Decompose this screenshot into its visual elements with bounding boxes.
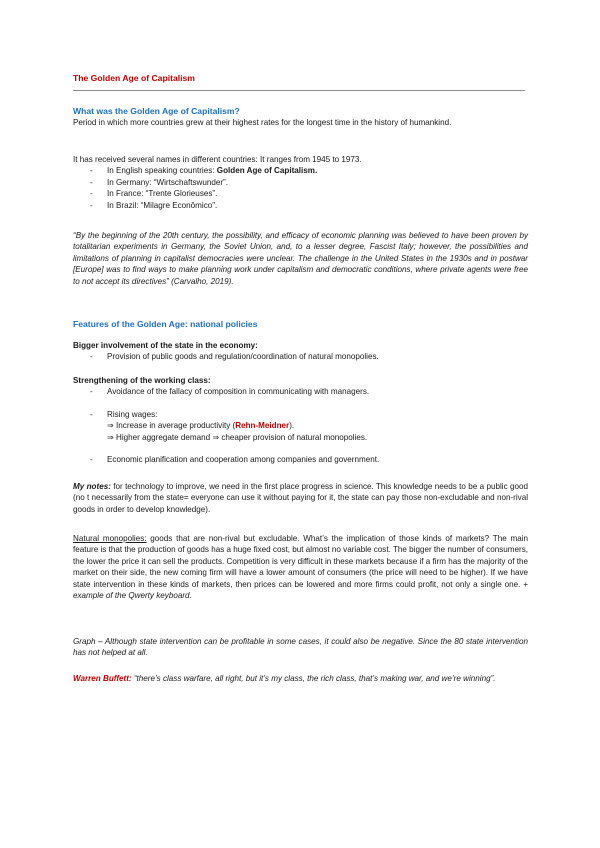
working-heading: Strengthening of the working class: [73, 376, 211, 385]
state-block [73, 340, 528, 363]
list-item [73, 165, 528, 176]
section-heading-features: Features of the Golden Age: national policies [73, 319, 258, 329]
arrow-text: ). [289, 421, 295, 431]
state-list [73, 351, 528, 362]
notes-label: My notes: [73, 482, 111, 491]
list-item: - Avoidance of the fallacy of composition in communicating with managers. [73, 386, 528, 397]
section-golden-age [73, 106, 528, 129]
names-intro: It has received several names in different countries: It ranges from 1945 to 1973. [73, 155, 362, 164]
working-class-block [73, 375, 528, 465]
rehn-meidner-label: Rehn-Meidner [235, 421, 290, 431]
section-features [73, 319, 528, 330]
title-divider [73, 90, 525, 91]
buffett-text: “there’s class warfare, all right, but it’s my class, the rich class, that’s making war, and we’re winning”. [131, 674, 496, 683]
natural-monopolies [73, 533, 528, 601]
names-block [73, 154, 528, 211]
monopolies-text: goods that are non-rival but excludable. What’s the implication of those kinds of markets? The main feature is that the production of goods has a huge fixed cost, but almost no variable cost. The bigger the number of consumers, the lower the price it can sell the products. Competition is very difficult in these markets because if a firm has the majority of the market on their side, the new coming firm will have a lower amount of consumers (the price will need to be higher). If we have state intervention in these kinds of markets, then prices can be lowered and more firms could profit, not only a single one. [73, 534, 528, 589]
notes-text: for technology to improve, we need in the first place progress in science. This knowledge needs to be a public good (no t necessarily from the state= everyone can use it without paying for it, the state can pay those non-excludable and non-rival goods in order to develop knowledge). [73, 482, 528, 514]
names-list [73, 165, 528, 211]
arrow-line-2: ⇒ Higher aggregate demand ⇒ cheaper provision of natural monopolies. [107, 432, 368, 442]
graph-note: Graph – Although state intervention can be profitable in some cases, it could also be negative. Since the 80 state intervention has not helped at all. [73, 637, 528, 658]
monopolies-tail: + example of the Qwerty keyboard. [73, 579, 528, 601]
buffett-quote [73, 673, 528, 684]
working-list [73, 386, 528, 465]
state-heading: Bigger involvement of the state in the economy: [73, 341, 258, 350]
my-notes [73, 481, 528, 515]
buffett-label: Warren Buffett: [73, 674, 132, 683]
name-text: In Germany: “Wirtschaftswunder”. [107, 177, 228, 187]
name-text: In Brazil: “Milagre Econômico”. [107, 200, 218, 210]
list-item: - Economic planification and cooperation among companies and government. [73, 454, 528, 465]
list-item [73, 177, 528, 188]
document-title: The Golden Age of Capitalism [73, 73, 195, 83]
section-heading-what: What was the Golden Age of Capitalism? [73, 106, 240, 116]
rising-wages-label: - Rising wages: [107, 409, 158, 419]
carvalho-quote: “By the beginning of the 20th century, the possibility, and efficacy of economic planning was believed to have been proven by totalitarian experiments in Germany, the Soviet Union, and, to a lesser degree, Fascist Italy; however, the possibilities and limitations of planning in capitalist democracies were unclear. The challenge in the United States in the 1930s and in postwar [Europe] was to find ways to make planning work under capitalism and democratic conditions, where private agents were free to not accept its directives” (Carvalho, 2019). [73, 231, 528, 286]
name-bold: Golden Age of Capitalism. [216, 166, 318, 176]
list-item [73, 200, 528, 211]
definition-paragraph: Period in which more countries grew at their highest rates for the longest time in the history of humankind. [73, 118, 452, 128]
list-item [73, 188, 528, 199]
name-text: In France: “Trente Glorieuses”. [107, 189, 218, 199]
list-item [73, 409, 528, 443]
arrow-text: ⇒ Increase in average productivity ( [107, 421, 236, 431]
monopolies-label: Natural monopolies: [73, 534, 147, 543]
arrow-line-1 [107, 420, 528, 431]
name-text: In English speaking countries: [107, 166, 217, 176]
list-item: - Provision of public goods and regulation/coordination of natural monopolies. [73, 351, 528, 362]
